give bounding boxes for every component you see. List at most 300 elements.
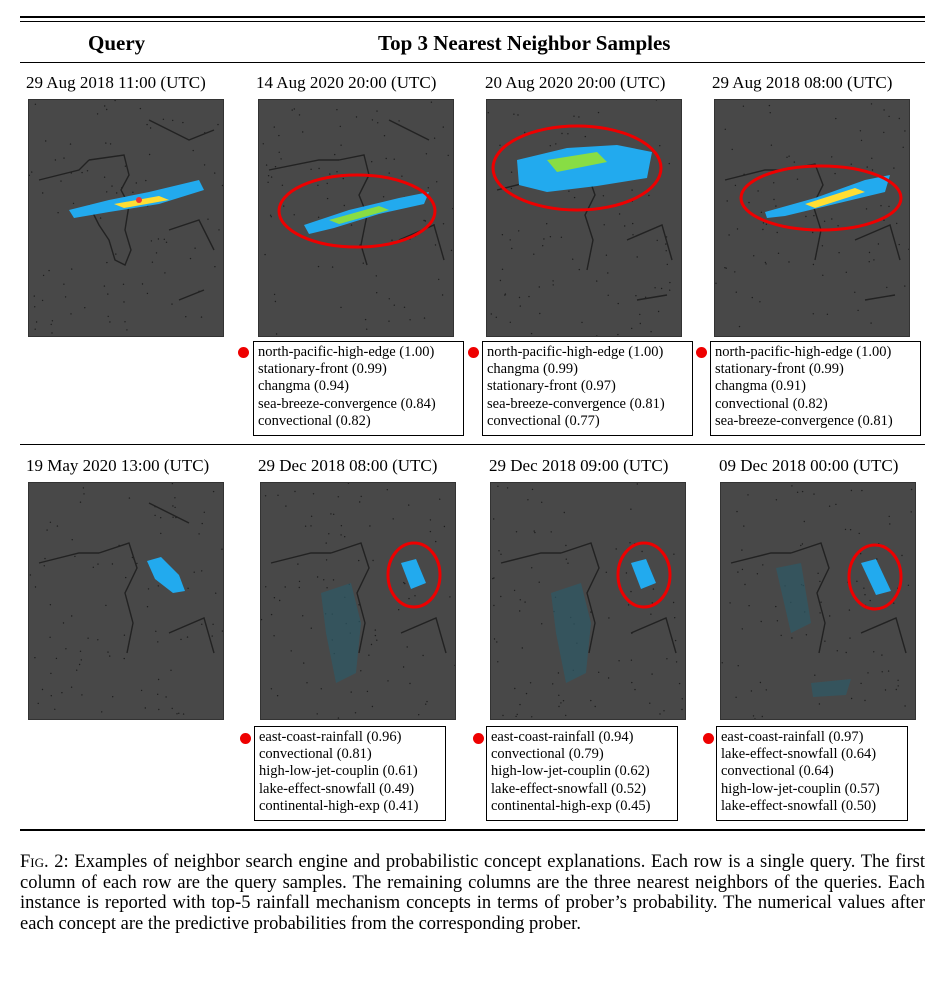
noise-speck — [657, 240, 658, 241]
noise-speck — [80, 651, 81, 652]
noise-speck — [886, 287, 887, 288]
noise-speck — [52, 320, 53, 321]
noise-speck — [561, 237, 562, 238]
noise-speck — [268, 175, 269, 176]
noise-speck — [156, 252, 157, 253]
noise-speck — [266, 164, 267, 165]
noise-speck — [340, 145, 341, 146]
noise-speck — [409, 319, 410, 320]
noise-speck — [729, 602, 730, 603]
noise-speck — [837, 225, 838, 226]
row1-query-timestamp: 29 Aug 2018 11:00 (UTC) — [26, 73, 206, 92]
noise-speck — [528, 296, 529, 297]
noise-speck — [387, 489, 388, 490]
noise-speck — [42, 300, 43, 301]
noise-speck — [534, 532, 535, 533]
noise-speck — [57, 212, 58, 213]
noise-speck — [355, 712, 356, 713]
noise-speck — [176, 713, 177, 714]
noise-speck — [291, 650, 292, 651]
noise-speck — [80, 502, 81, 503]
noise-speck — [757, 573, 758, 574]
noise-speck — [777, 232, 778, 233]
noise-speck — [435, 244, 436, 245]
noise-speck — [43, 275, 44, 276]
noise-speck — [425, 704, 426, 705]
noise-speck — [802, 543, 803, 544]
noise-speck — [493, 518, 494, 519]
noise-speck — [263, 143, 264, 144]
noise-speck — [669, 290, 670, 291]
noise-speck — [328, 533, 329, 534]
noise-speck — [439, 499, 440, 500]
noise-speck — [737, 228, 738, 229]
noise-speck — [384, 135, 385, 136]
rain-band — [517, 145, 652, 192]
noise-speck — [871, 103, 872, 104]
noise-speck — [398, 120, 399, 121]
row2-neighbor1-marker — [240, 733, 251, 744]
noise-speck — [867, 672, 868, 673]
concept-item: convectional (0.81) — [259, 746, 372, 763]
noise-speck — [145, 180, 146, 181]
noise-speck — [598, 672, 599, 673]
noise-speck — [222, 185, 223, 186]
noise-speck — [829, 615, 830, 616]
noise-speck — [800, 545, 801, 546]
header-rule — [20, 62, 925, 63]
noise-speck — [54, 709, 55, 710]
row1-neighbor2-marker — [468, 347, 479, 358]
noise-speck — [654, 287, 655, 288]
row1-neighbor1-marker — [238, 347, 249, 358]
noise-speck — [658, 311, 659, 312]
noise-speck — [302, 615, 303, 616]
noise-speck — [326, 542, 327, 543]
concept-item: changma (0.99) — [487, 361, 578, 378]
noise-speck — [496, 641, 497, 642]
noise-speck — [436, 181, 437, 182]
noise-speck — [87, 170, 88, 171]
noise-speck — [372, 706, 373, 707]
noise-speck — [299, 587, 300, 588]
noise-speck — [531, 567, 532, 568]
noise-speck — [409, 683, 410, 684]
noise-speck — [558, 706, 559, 707]
noise-speck — [673, 554, 674, 555]
noise-speck — [388, 321, 389, 322]
row2-query-timestamp: 19 May 2020 13:00 (UTC) — [26, 456, 210, 475]
noise-speck — [70, 143, 71, 144]
noise-speck — [897, 680, 898, 681]
noise-speck — [488, 112, 489, 113]
noise-speck — [124, 658, 125, 659]
noise-speck — [533, 254, 534, 255]
concept-item: convectional (0.82) — [258, 412, 371, 429]
concept-item: stationary-front (0.97) — [487, 378, 616, 395]
row1-neighbor1-timestamp: 14 Aug 2020 20:00 (UTC) — [256, 73, 437, 92]
rain-scatter — [776, 563, 851, 697]
noise-speck — [294, 491, 295, 492]
noise-speck — [274, 294, 275, 295]
noise-speck — [327, 198, 328, 199]
noise-speck — [835, 504, 836, 505]
noise-speck — [675, 640, 676, 641]
noise-speck — [899, 244, 900, 245]
noise-speck — [491, 313, 492, 314]
noise-speck — [777, 620, 778, 621]
noise-speck — [321, 688, 322, 689]
noise-speck — [560, 702, 561, 703]
noise-speck — [628, 604, 629, 605]
noise-speck — [190, 258, 191, 259]
noise-speck — [899, 118, 900, 119]
noise-speck — [760, 682, 761, 683]
noise-speck — [499, 145, 500, 146]
noise-speck — [207, 219, 208, 220]
noise-speck — [81, 694, 82, 695]
noise-speck — [401, 176, 402, 177]
noise-speck — [71, 615, 72, 616]
noise-speck — [202, 523, 203, 524]
noise-speck — [201, 570, 202, 571]
noise-speck — [806, 634, 807, 635]
noise-speck — [845, 529, 846, 530]
noise-speck — [616, 548, 617, 549]
noise-speck — [109, 655, 110, 656]
noise-speck — [748, 202, 749, 203]
noise-speck — [124, 635, 125, 636]
noise-speck — [741, 549, 742, 550]
noise-speck — [873, 259, 874, 260]
noise-speck — [629, 542, 630, 543]
noise-speck — [681, 709, 682, 710]
noise-speck — [747, 494, 748, 495]
noise-speck — [765, 262, 766, 263]
noise-speck — [553, 284, 554, 285]
noise-speck — [555, 143, 556, 144]
noise-speck — [869, 261, 870, 262]
noise-speck — [888, 670, 889, 671]
noise-speck — [87, 638, 88, 639]
noise-speck — [889, 516, 890, 517]
noise-speck — [375, 635, 376, 636]
noise-speck — [277, 495, 278, 496]
noise-speck — [531, 333, 532, 334]
noise-speck — [851, 164, 852, 165]
noise-speck — [34, 306, 35, 307]
top-rule-thick — [20, 16, 925, 18]
noise-speck — [608, 677, 609, 678]
noise-speck — [84, 307, 85, 308]
noise-speck — [502, 234, 503, 235]
noise-speck — [340, 534, 341, 535]
noise-speck — [893, 167, 894, 168]
noise-speck — [155, 631, 156, 632]
noise-speck — [500, 280, 501, 281]
noise-speck — [428, 187, 429, 188]
rain-scatter — [321, 583, 361, 683]
noise-speck — [146, 124, 147, 125]
noise-speck — [908, 585, 909, 586]
noise-speck — [598, 112, 599, 113]
noise-speck — [762, 564, 763, 565]
noise-speck — [873, 651, 874, 652]
noise-speck — [271, 614, 272, 615]
noise-speck — [665, 243, 666, 244]
noise-speck — [667, 264, 668, 265]
noise-speck — [183, 713, 184, 714]
noise-speck — [901, 555, 902, 556]
noise-speck — [344, 205, 345, 206]
noise-speck — [149, 154, 150, 155]
noise-speck — [872, 169, 873, 170]
noise-speck — [738, 665, 739, 666]
noise-speck — [567, 563, 568, 564]
noise-speck — [431, 102, 432, 103]
noise-speck — [212, 624, 213, 625]
noise-speck — [157, 694, 158, 695]
noise-speck — [631, 682, 632, 683]
noise-speck — [778, 253, 779, 254]
noise-speck — [493, 577, 494, 578]
noise-speck — [172, 505, 173, 506]
noise-speck — [282, 185, 283, 186]
noise-speck — [734, 271, 735, 272]
noise-speck — [788, 261, 789, 262]
noise-speck — [515, 716, 516, 717]
noise-speck — [637, 256, 638, 257]
noise-speck — [376, 640, 377, 641]
noise-speck — [29, 175, 30, 176]
noise-speck — [876, 558, 877, 559]
noise-speck — [676, 661, 677, 662]
noise-speck — [617, 334, 618, 335]
noise-speck — [753, 255, 754, 256]
concept-item: stationary-front (0.99) — [715, 361, 844, 378]
noise-speck — [735, 185, 736, 186]
noise-speck — [641, 551, 642, 552]
noise-speck — [813, 264, 814, 265]
noise-speck — [158, 585, 159, 586]
noise-speck — [348, 483, 349, 484]
noise-speck — [762, 229, 763, 230]
concept-item: high-low-jet-couplin (0.62) — [491, 763, 650, 780]
noise-speck — [63, 622, 64, 623]
noise-speck — [861, 490, 862, 491]
row2-neighbor1-concepts — [254, 726, 446, 821]
noise-speck — [46, 529, 47, 530]
noise-speck — [500, 554, 501, 555]
noise-speck — [517, 714, 518, 715]
noise-speck — [761, 621, 762, 622]
noise-speck — [152, 262, 153, 263]
concept-item: stationary-front (0.99) — [258, 361, 387, 378]
noise-speck — [850, 529, 851, 530]
noise-speck — [805, 216, 806, 217]
noise-speck — [883, 132, 884, 133]
noise-speck — [124, 321, 125, 322]
noise-speck — [494, 638, 495, 639]
noise-speck — [329, 173, 330, 174]
noise-speck — [56, 658, 57, 659]
noise-speck — [904, 285, 905, 286]
noise-speck — [391, 240, 392, 241]
noise-speck — [285, 586, 286, 587]
noise-speck — [648, 195, 649, 196]
noise-speck — [871, 158, 872, 159]
noise-speck — [669, 163, 670, 164]
noise-speck — [147, 606, 148, 607]
noise-speck — [278, 135, 279, 136]
noise-speck — [864, 594, 865, 595]
noise-speck — [565, 545, 566, 546]
noise-speck — [408, 504, 409, 505]
noise-speck — [531, 716, 532, 717]
noise-speck — [423, 220, 424, 221]
concept-item: east-coast-rainfall (0.96) — [259, 729, 402, 745]
noise-speck — [125, 577, 126, 578]
noise-speck — [323, 579, 324, 580]
concept-item: sea-breeze-convergence (0.81) — [715, 412, 893, 429]
noise-speck — [174, 507, 175, 508]
noise-speck — [55, 159, 56, 160]
noise-speck — [81, 172, 82, 173]
noise-speck — [311, 516, 312, 517]
noise-speck — [158, 679, 159, 680]
noise-speck — [856, 581, 857, 582]
noise-speck — [430, 519, 431, 520]
noise-speck — [518, 230, 519, 231]
noise-speck — [214, 172, 215, 173]
noise-speck — [187, 588, 188, 589]
noise-speck — [265, 586, 266, 587]
noise-speck — [110, 143, 111, 144]
noise-speck — [797, 179, 798, 180]
noise-speck — [550, 145, 551, 146]
noise-speck — [280, 158, 281, 159]
noise-speck — [849, 609, 850, 610]
noise-speck — [60, 180, 61, 181]
noise-speck — [123, 284, 124, 285]
row1-neighbor1-concepts — [253, 341, 464, 436]
noise-speck — [72, 539, 73, 540]
noise-speck — [276, 333, 277, 334]
noise-speck — [751, 690, 752, 691]
row2-neighbor1-timestamp: 29 Dec 2018 08:00 (UTC) — [258, 456, 438, 475]
noise-speck — [822, 275, 823, 276]
noise-speck — [125, 166, 126, 167]
noise-speck — [430, 531, 431, 532]
noise-speck — [71, 268, 72, 269]
noise-speck — [360, 670, 361, 671]
noise-speck — [578, 116, 579, 117]
noise-speck — [511, 248, 512, 249]
noise-speck — [35, 586, 36, 587]
concept-item: continental-high-exp (0.45) — [491, 797, 651, 814]
noise-speck — [338, 496, 339, 497]
noise-speck — [166, 242, 167, 243]
noise-speck — [187, 636, 188, 637]
concept-item: north-pacific-high-edge (1.00) — [715, 344, 892, 360]
noise-speck — [765, 263, 766, 264]
noise-speck — [344, 536, 345, 537]
noise-speck — [333, 579, 334, 580]
noise-speck — [178, 713, 179, 714]
row1-neighbor2-timestamp: 20 Aug 2020 20:00 (UTC) — [485, 73, 666, 92]
noise-speck — [305, 526, 306, 527]
concept-item: changma (0.94) — [258, 378, 349, 395]
noise-speck — [770, 112, 771, 113]
noise-speck — [519, 704, 520, 705]
noise-speck — [514, 688, 515, 689]
noise-speck — [444, 526, 445, 527]
noise-speck — [198, 533, 199, 534]
noise-speck — [590, 700, 591, 701]
noise-speck — [739, 326, 740, 327]
noise-speck — [71, 687, 72, 688]
noise-speck — [343, 178, 344, 179]
noise-speck — [496, 317, 497, 318]
noise-speck — [763, 222, 764, 223]
noise-speck — [812, 232, 813, 233]
noise-speck — [418, 714, 419, 715]
noise-speck — [451, 250, 452, 251]
noise-speck — [726, 268, 727, 269]
noise-speck — [158, 709, 159, 710]
noise-speck — [408, 598, 409, 599]
noise-speck — [271, 216, 272, 217]
concept-item: convectional (0.79) — [491, 746, 604, 763]
row2-neighbor1-map — [260, 482, 456, 720]
row2-neighbor2-map — [490, 482, 686, 720]
noise-speck — [835, 118, 836, 119]
noise-speck — [497, 661, 498, 662]
noise-speck — [330, 513, 331, 514]
noise-speck — [50, 522, 51, 523]
row2-neighbor2-timestamp: 29 Dec 2018 09:00 (UTC) — [489, 456, 669, 475]
concept-item: north-pacific-high-edge (1.00) — [258, 344, 435, 360]
noise-speck — [819, 703, 820, 704]
noise-speck — [270, 215, 271, 216]
noise-speck — [65, 648, 66, 649]
noise-speck — [108, 316, 109, 317]
noise-speck — [442, 294, 443, 295]
noise-speck — [30, 574, 31, 575]
noise-speck — [326, 559, 327, 560]
noise-speck — [109, 321, 110, 322]
noise-speck — [151, 240, 152, 241]
noise-speck — [318, 217, 319, 218]
noise-speck — [116, 192, 117, 193]
noise-speck — [748, 605, 749, 606]
noise-speck — [759, 301, 760, 302]
noise-speck — [50, 604, 51, 605]
row2-neighbor3-map — [720, 482, 916, 720]
noise-speck — [893, 603, 894, 604]
row1-neighbor3-timestamp: 29 Aug 2018 08:00 (UTC) — [712, 73, 893, 92]
noise-speck — [898, 685, 899, 686]
noise-speck — [356, 116, 357, 117]
noise-speck — [101, 711, 102, 712]
noise-speck — [550, 236, 551, 237]
noise-speck — [42, 689, 43, 690]
noise-speck — [302, 131, 303, 132]
noise-speck — [663, 710, 664, 711]
noise-speck — [193, 150, 194, 151]
noise-speck — [366, 329, 367, 330]
noise-speck — [802, 491, 803, 492]
